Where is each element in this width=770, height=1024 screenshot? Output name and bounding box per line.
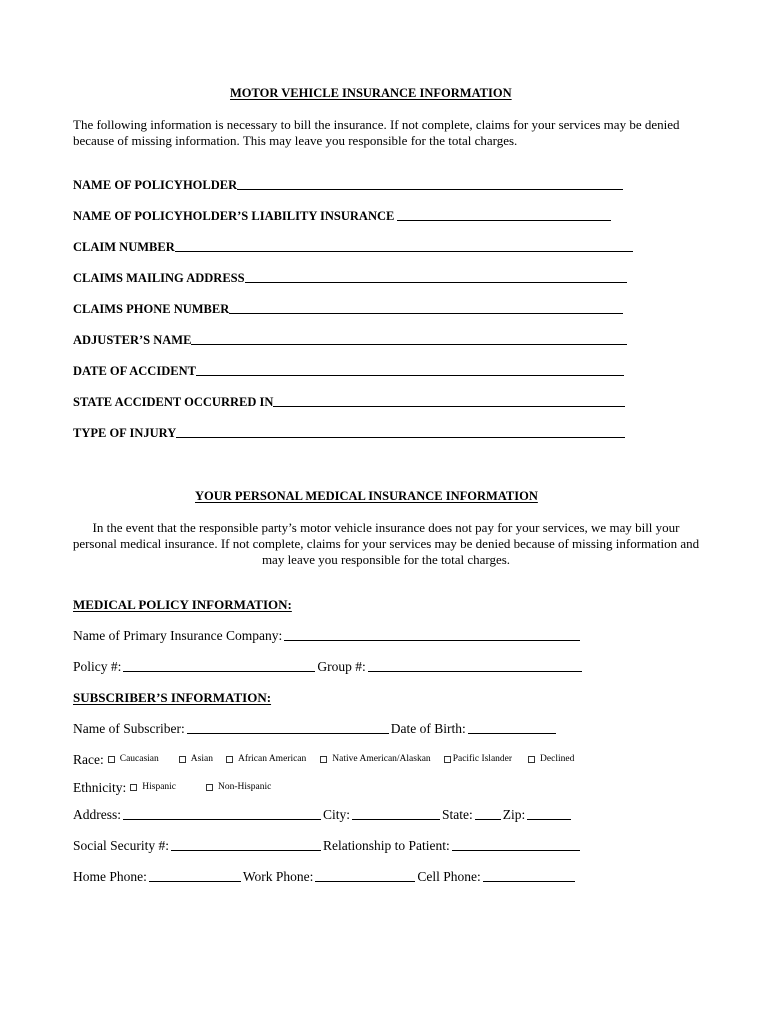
medical-intro: In the event that the responsible party’s motor vehicle insurance does not pay for your services, we may bill your personal medical insurance. If not complete, claims for your services may be denied because of missing information and may leave you responsible for the total charges. bbox=[72, 520, 700, 567]
checkbox-icon bbox=[320, 756, 327, 763]
field-label: CLAIMS PHONE NUMBER bbox=[73, 302, 230, 316]
subscriber-name-input[interactable] bbox=[187, 733, 389, 734]
cell-phone-label: Cell Phone: bbox=[417, 869, 481, 884]
field-label: NAME OF POLICYHOLDER’S LIABILITY INSURANCE bbox=[73, 209, 395, 223]
home-phone-label: Home Phone: bbox=[73, 869, 147, 884]
adjuster-name-line[interactable] bbox=[191, 344, 627, 345]
checkbox-icon bbox=[130, 784, 137, 791]
group-number-label: Group #: bbox=[317, 659, 366, 674]
date-of-accident-field[interactable] bbox=[73, 365, 624, 378]
state-accident-line[interactable] bbox=[273, 406, 625, 407]
ssn-row bbox=[73, 839, 582, 853]
state-accident-field[interactable] bbox=[73, 396, 625, 409]
subscriber-heading: SUBSCRIBER’S INFORMATION: bbox=[73, 690, 272, 705]
liability-insurance-field[interactable] bbox=[73, 210, 611, 223]
home-phone-input[interactable] bbox=[149, 881, 241, 882]
motor-title: MOTOR VEHICLE INSURANCE INFORMATION bbox=[230, 86, 512, 100]
field-label: STATE ACCIDENT OCCURRED IN bbox=[73, 395, 274, 409]
primary-insurance-row bbox=[73, 629, 582, 643]
address-input[interactable] bbox=[123, 819, 321, 820]
field-label: TYPE OF INJURY bbox=[73, 426, 177, 440]
primary-insurance-input[interactable] bbox=[284, 640, 580, 641]
date-of-accident-line[interactable] bbox=[196, 375, 548, 376]
ethnicity-option-hispanic[interactable]: Hispanic bbox=[130, 783, 176, 793]
checkbox-icon bbox=[179, 756, 186, 763]
policyholder-name-line[interactable] bbox=[237, 189, 623, 190]
work-phone-input[interactable] bbox=[315, 881, 415, 882]
ethnicity-row bbox=[73, 781, 271, 795]
race-option-african-american[interactable]: African American bbox=[226, 755, 306, 765]
checkbox-icon bbox=[226, 756, 233, 763]
ssn-input[interactable] bbox=[171, 850, 321, 851]
liability-insurance-line[interactable] bbox=[397, 220, 611, 221]
claims-mailing-address-line[interactable] bbox=[245, 282, 547, 283]
claims-phone-line[interactable] bbox=[229, 313, 547, 314]
work-phone-label: Work Phone: bbox=[242, 869, 314, 884]
state-label: State: bbox=[442, 807, 473, 822]
policy-number-input[interactable] bbox=[123, 671, 315, 672]
ethnicity-option-non-hispanic[interactable]: Non-Hispanic bbox=[206, 783, 271, 793]
checkbox-icon bbox=[206, 784, 213, 791]
checkbox-icon bbox=[108, 756, 115, 763]
claims-mailing-address-field[interactable] bbox=[73, 272, 627, 285]
subscriber-name-label: Name of Subscriber: bbox=[73, 721, 185, 736]
race-option-pacific-islander[interactable]: Pacific Islander bbox=[444, 755, 512, 765]
claim-number-line[interactable] bbox=[175, 251, 559, 252]
address-row bbox=[73, 808, 573, 822]
checkbox-icon bbox=[444, 756, 451, 763]
race-option-declined[interactable]: Declined bbox=[528, 755, 574, 765]
claim-number-field[interactable] bbox=[73, 241, 633, 254]
primary-insurance-label: Name of Primary Insurance Company: bbox=[73, 628, 283, 643]
subscriber-row bbox=[73, 722, 558, 736]
type-of-injury-field[interactable] bbox=[73, 427, 625, 440]
relationship-label: Relationship to Patient: bbox=[322, 838, 450, 853]
zip-label: Zip: bbox=[502, 807, 526, 822]
state-input[interactable] bbox=[475, 819, 501, 820]
phone-row bbox=[73, 870, 577, 884]
motor-intro: The following information is necessary to bill the insurance. If not complete, claims for your services may be denied because of missing information. This may leave you responsible for the total charges. bbox=[73, 117, 680, 148]
cell-phone-input[interactable] bbox=[483, 881, 575, 882]
race-row bbox=[73, 753, 574, 767]
policy-group-row bbox=[73, 660, 584, 674]
field-label: DATE OF ACCIDENT bbox=[73, 364, 196, 378]
policyholder-name-field[interactable] bbox=[73, 179, 623, 192]
relationship-input[interactable] bbox=[452, 850, 580, 851]
medical-policy-heading: MEDICAL POLICY INFORMATION: bbox=[73, 597, 292, 612]
city-label: City: bbox=[323, 807, 351, 822]
field-label: CLAIM NUMBER bbox=[73, 240, 175, 254]
adjuster-name-field[interactable] bbox=[73, 334, 627, 347]
city-input[interactable] bbox=[352, 819, 440, 820]
ssn-label: Social Security #: bbox=[73, 838, 169, 853]
type-of-injury-line[interactable] bbox=[176, 437, 551, 438]
group-number-input[interactable] bbox=[368, 671, 582, 672]
policy-number-label: Policy #: bbox=[73, 659, 122, 674]
claims-phone-field[interactable] bbox=[73, 303, 623, 316]
zip-input[interactable] bbox=[527, 819, 571, 820]
checkbox-icon bbox=[528, 756, 535, 763]
address-label: Address: bbox=[73, 807, 121, 822]
race-option-native-american[interactable]: Native American/Alaskan bbox=[320, 755, 430, 765]
field-label: CLAIMS MAILING ADDRESS bbox=[73, 271, 245, 285]
field-label: ADJUSTER’S NAME bbox=[73, 333, 192, 347]
medical-title: YOUR PERSONAL MEDICAL INSURANCE INFORMATION bbox=[195, 489, 538, 503]
race-label: Race: bbox=[73, 752, 104, 767]
race-option-caucasian[interactable]: Caucasian bbox=[108, 755, 159, 765]
dob-label: Date of Birth: bbox=[390, 721, 466, 736]
field-label: NAME OF POLICYHOLDER bbox=[73, 178, 238, 192]
ethnicity-label: Ethnicity: bbox=[73, 780, 127, 795]
race-option-asian[interactable]: Asian bbox=[179, 755, 213, 765]
dob-input[interactable] bbox=[468, 733, 556, 734]
